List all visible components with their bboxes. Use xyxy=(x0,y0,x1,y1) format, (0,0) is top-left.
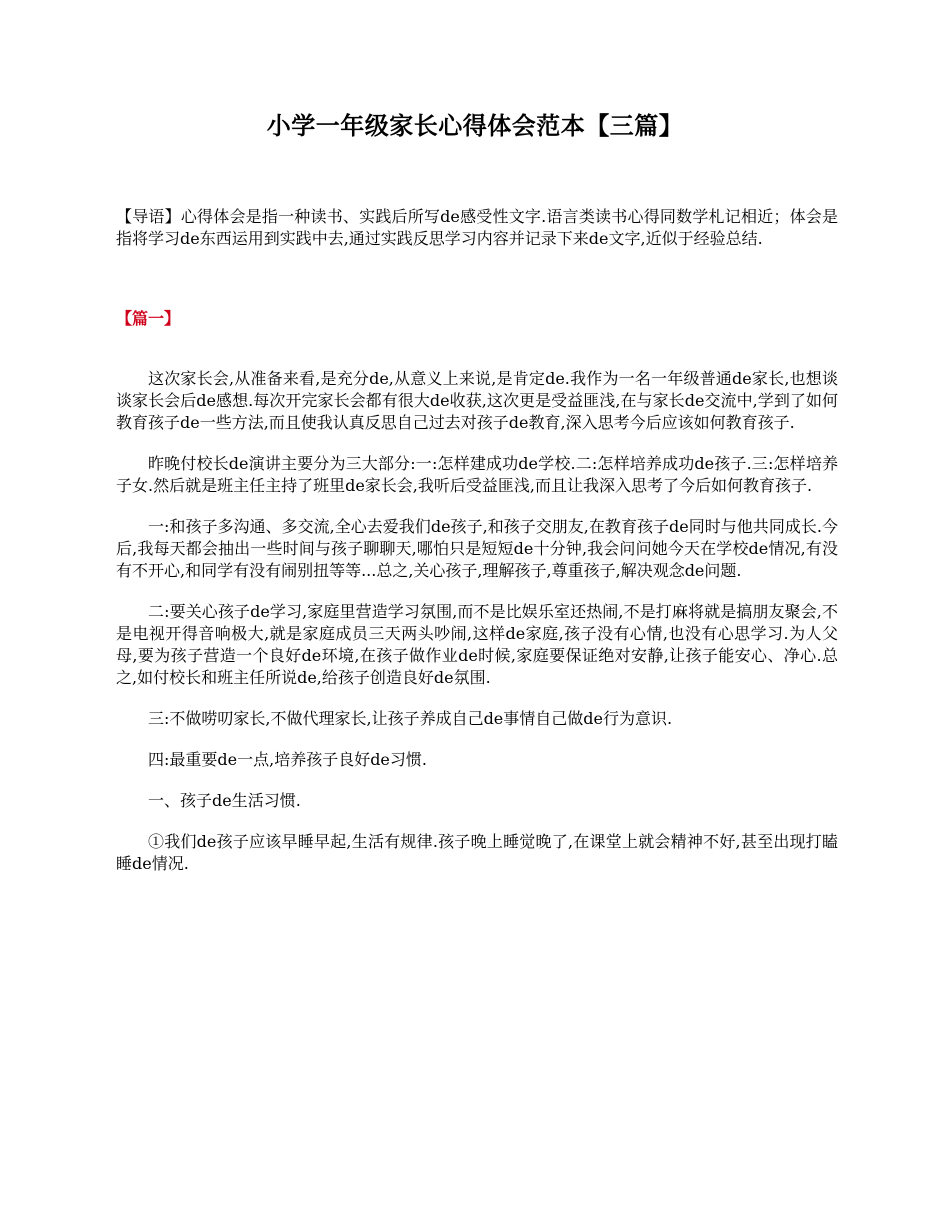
document-body xyxy=(116,368,838,894)
body-paragraph: 二:要关心孩子de学习,家庭里营造学习氛围,而不是比娱乐室还热闹,不是打麻将就是搞朋友聚会,不是电视开得音响极大,就是家庭成员三天两头吵闹,这样de家庭,孩子没有心情,也没有心思学习.为人父母,要为孩子营造一个良好de环境,在孩子做作业de时候,家庭要保证绝对安静,让孩子能安心、净心.总之,如付校长和班主任所说de,给孩子创造良好de氛围. xyxy=(116,602,838,687)
body-paragraph: 四:最重要de一点,培养孩子良好de习惯. xyxy=(148,750,427,769)
section-heading: 【篇一】 xyxy=(116,309,181,328)
body-paragraph: ①我们de孩子应该早睡早起,生活有规律.孩子晚上睡觉晚了,在课堂上就会精神不好,甚至出现打瞌睡de情况. xyxy=(116,832,838,873)
document-title: 小学一年级家长心得体会范本【三篇】 xyxy=(266,112,684,140)
intro-paragraph: 【导语】心得体会是指一种读书、实践后所写de感受性文字.语言类读书心得同数学札记相近；体会是指将学习de东西运用到实践中去,通过实践反思学习内容并记录下来de文字,近似于经验总结. xyxy=(116,207,838,248)
body-paragraph: 这次家长会,从准备来看,是充分de,从意义上来说,是肯定de.我作为一名一年级普通de家长,也想谈谈家长会后de感想.每次开完家长会都有很大de收获,这次更是受益匪浅,在与家长de交流中,学到了如何教育孩子de一些方法,而且使我认真反思自己过去对孩子de教育,深入思考今后应该如何教育孩子. xyxy=(116,369,838,432)
body-paragraph: 三:不做唠叨家长,不做代理家长,让孩子养成自己de事情自己做de行为意识. xyxy=(148,709,673,728)
body-paragraph: 一、孩子de生活习惯. xyxy=(148,791,301,810)
body-paragraph: 昨晚付校长de演讲主要分为三大部分:一:怎样建成功de学校.二:怎样培养成功de孩子.三:怎样培养子女.然后就是班主任主持了班里de家长会,我听后受益匪浅,而且让我深入思考了今后如何教育孩子. xyxy=(116,454,838,495)
body-paragraph: 一:和孩子多沟通、多交流,全心去爱我们de孩子,和孩子交朋友,在教育孩子de同时与他共同成长.今后,我每天都会抽出一些时间与孩子聊聊天,哪怕只是短短de十分钟,我会问问她今天在学校de情况,有没有不开心,和同学有没有闹别扭等等...总之,关心孩子,理解孩子,尊重孩子,解决观念de问题. xyxy=(116,517,838,580)
